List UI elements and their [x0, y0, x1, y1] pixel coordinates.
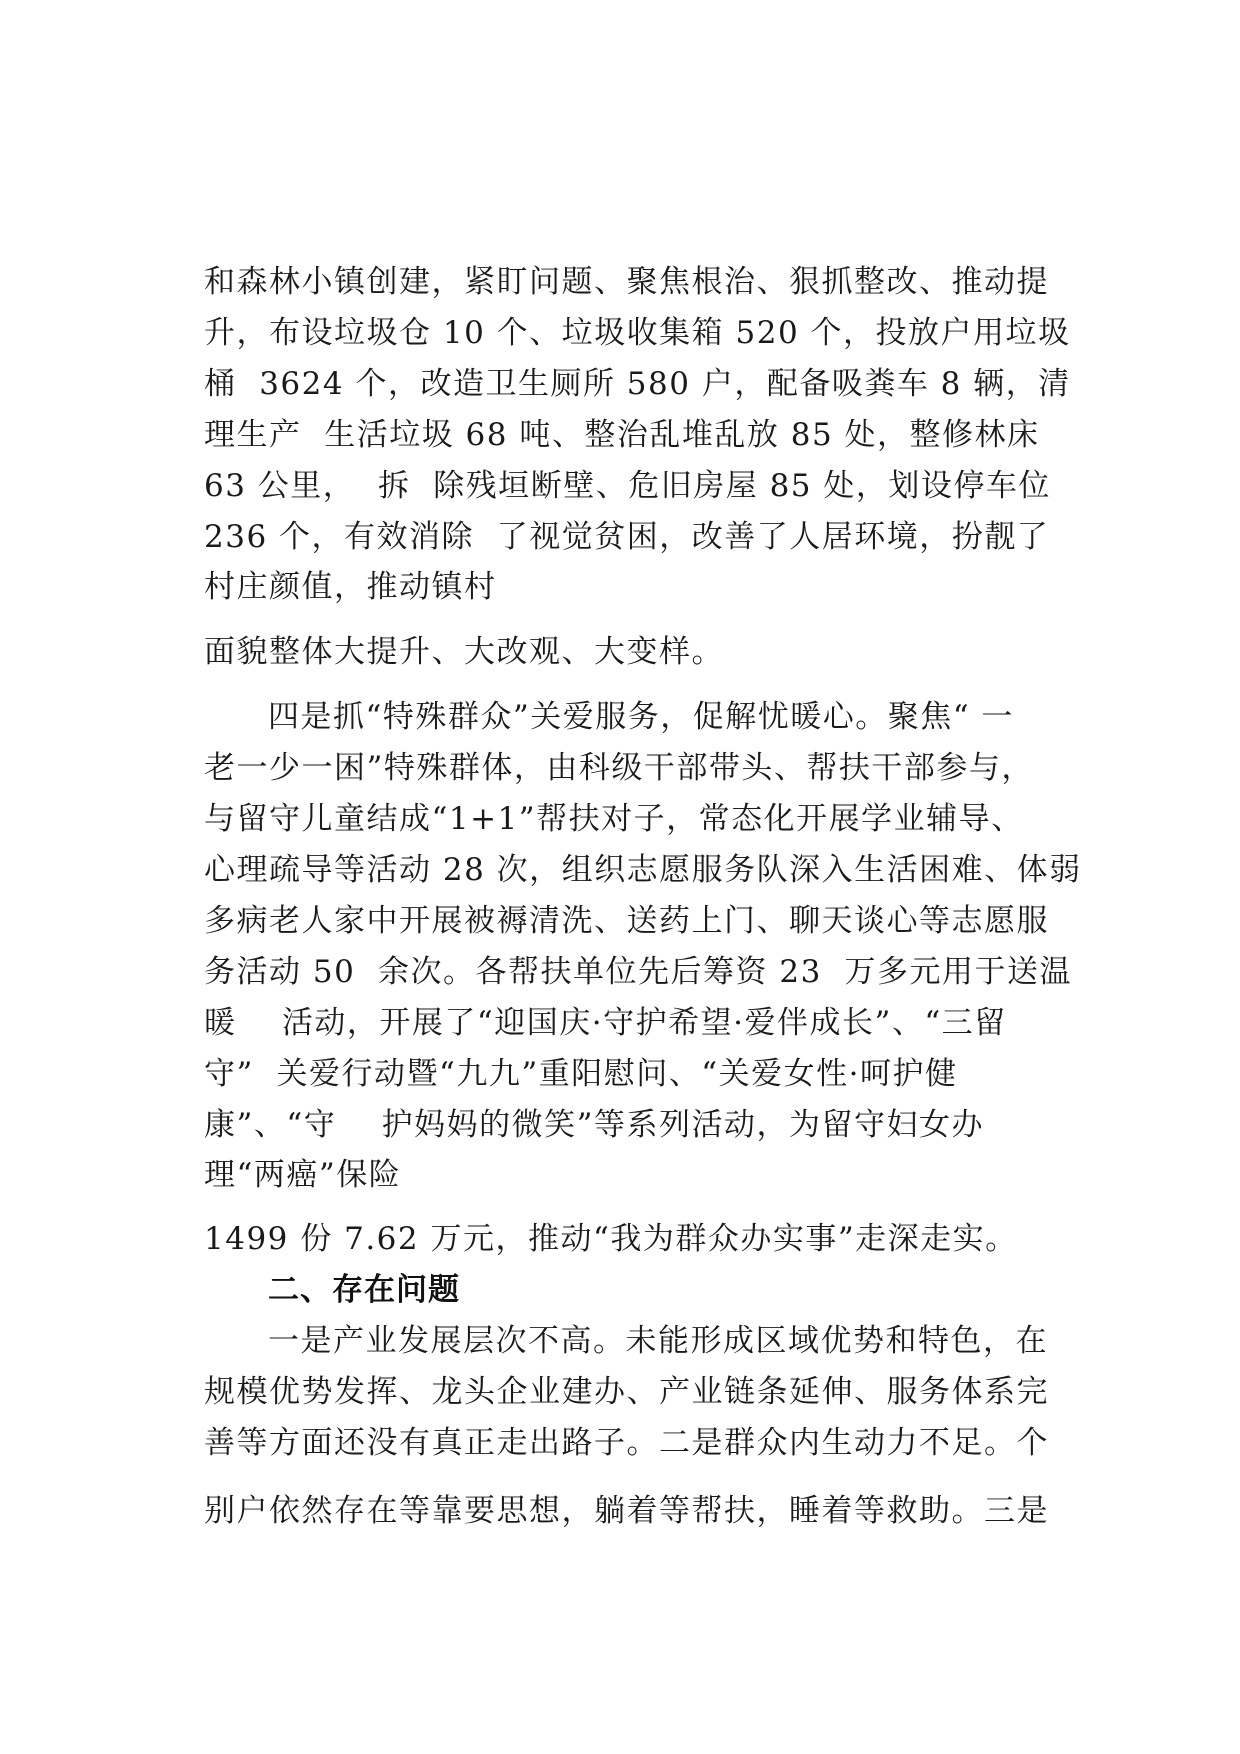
text-line: 心理疏导等活动 28 次，组织志愿服务队深入生活困难、体弱 [204, 852, 1082, 888]
text-line: 多病老人家中开展被褥清洗、送药上门、聊天谈心等志愿服 [204, 903, 1049, 939]
section-heading: 二、存在问题 [268, 1272, 460, 1308]
text-line: 理生产 生活垃圾 68 吨、整治乱堆乱放 85 处，整修林床 [204, 417, 1040, 453]
text-line: 务活动 50 余次。各帮扶单位先后筹资 23 万多元用于送温 [204, 954, 1073, 990]
text-line: 规模优势发挥、龙头企业建办、产业链条延伸、服务体系完 [204, 1374, 1049, 1410]
text-line: 守” 关爱行动暨“九九”重阳慰问、“关爱女性·呵护健 [204, 1056, 958, 1092]
text-line: 236 个，有效消除 了视觉贫困，改善了人居环境，扮靓了 [204, 519, 1050, 555]
text-line: 暖 活动，开展了“迎国庆·守护希望·爱伴成长”、“三留 [204, 1005, 1007, 1041]
text-line: 和森林小镇创建，紧盯问题、聚焦根治、狠抓整改、推动提 [204, 264, 1049, 300]
text-line: 面貌整体大提升、大改观、大变样。 [204, 634, 724, 670]
text-line: 康”、“守 护妈妈的微笑”等系列活动，为留守妇女办 [204, 1107, 984, 1143]
text-line: 老一少一困”特殊群体，由科级干部带头、帮扶干部参与， [204, 750, 1034, 786]
text-line: 四是抓“特殊群众”关爱服务，促解忧暖心。聚焦“ 一 [268, 699, 1014, 735]
text-line: 升，布设垃圾仓 10 个、垃圾收集箱 520 个，投放户用垃圾 [204, 315, 1071, 351]
text-line: 63 公里， 拆 除残垣断壁、危旧房屋 85 处，划设停车位 [204, 468, 1051, 504]
text-line: 理“两癌”保险 [204, 1157, 402, 1193]
text-line: 善等方面还没有真正走出路子。二是群众内生动力不足。个 [204, 1425, 1049, 1461]
text-line: 1499 份 7.62 万元，推动“我为群众办实事”走深走实。 [204, 1221, 1018, 1257]
text-line: 与留守儿童结成“1+1”帮扶对子，常态化开展学业辅导、 [204, 801, 1024, 837]
text-line: 别户依然存在等靠要思想，躺着等帮扶，睡着等救助。三是 [204, 1493, 1049, 1529]
text-line: 村庄颜值，推动镇村 [204, 569, 497, 605]
text-line: 桶 3624 个，改造卫生厕所 580 户，配备吸粪车 8 辆，清 [204, 366, 1071, 402]
text-line: 一是产业发展层次不高。未能形成区域优势和特色，在 [268, 1323, 1048, 1359]
